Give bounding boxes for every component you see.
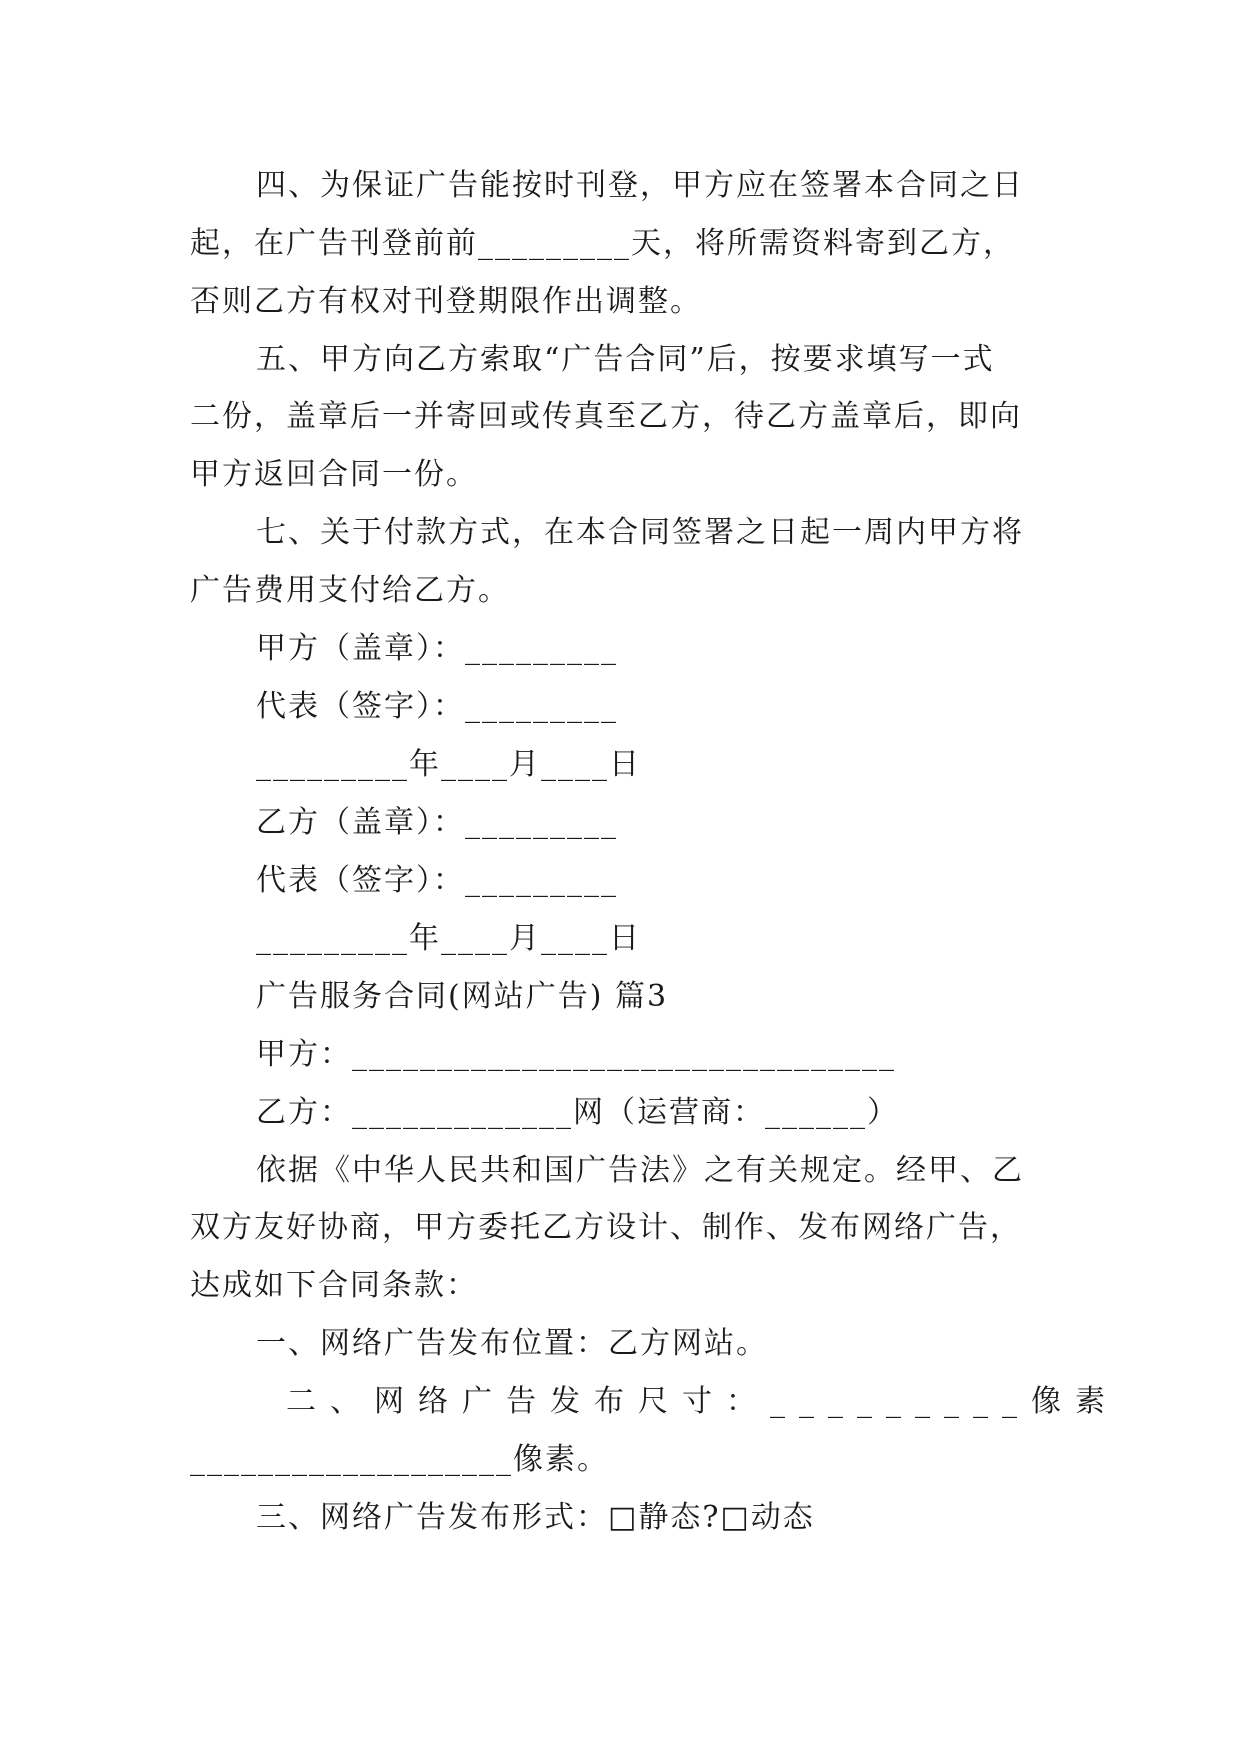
paragraph-line: 五、甲方向乙方索取“广告合同”后，按要求填写一式 — [256, 342, 995, 377]
paragraph-line: 七、关于付款方式，在本合同签署之日起一周内甲方将 — [256, 515, 1024, 550]
signature-line-party-a-seal: 甲方（盖章）：_________ — [256, 631, 618, 666]
signature-line-party-b-rep: 代表（签字）：_________ — [256, 863, 618, 898]
date-line-party-b: _________年____月____日 — [256, 921, 641, 956]
date-line-party-a: _________年____月____日 — [256, 747, 641, 782]
paragraph-line: 甲方返回合同一份。 — [190, 457, 478, 492]
paragraph-line: 依据《中华人民共和国广告法》之有关规定。经甲、乙 — [256, 1153, 1024, 1188]
clause-line: 三、网络广告发布形式：□静态?□动态 — [256, 1500, 815, 1535]
paragraph-line: 四、为保证广告能按时刊登，甲方应在签署本合同之日 — [256, 168, 1024, 203]
paragraph-line: 起，在广告刊登前前_________天，将所需资料寄到乙方， — [190, 226, 1015, 261]
paragraph-line: 二份，盖章后一并寄回或传真至乙方，待乙方盖章后，即向 — [190, 399, 1022, 434]
party-a-line: 甲方：________________________________ — [256, 1037, 896, 1072]
paragraph-line: 广告费用支付给乙方。 — [190, 573, 510, 608]
signature-line-party-a-rep: 代表（签字）：_________ — [256, 689, 618, 724]
section-heading: 广告服务合同(网站广告) 篇3 — [256, 979, 669, 1014]
paragraph-line: 达成如下合同条款： — [190, 1268, 478, 1303]
paragraph-line: 否则乙方有权对刊登期限作出调整。 — [190, 284, 702, 319]
clause-line: 一、网络广告发布位置：乙方网站。 — [256, 1326, 768, 1361]
signature-line-party-b-seal: 乙方（盖章）：_________ — [256, 805, 618, 840]
party-b-line: 乙方：_____________网（运营商：______） — [256, 1095, 899, 1130]
clause-line: 二、网络广告发布尺寸：_________像素 — [286, 1384, 1119, 1419]
clause-line: ___________________像素。 — [190, 1442, 609, 1477]
paragraph-line: 双方友好协商，甲方委托乙方设计、制作、发布网络广告， — [190, 1210, 1022, 1245]
